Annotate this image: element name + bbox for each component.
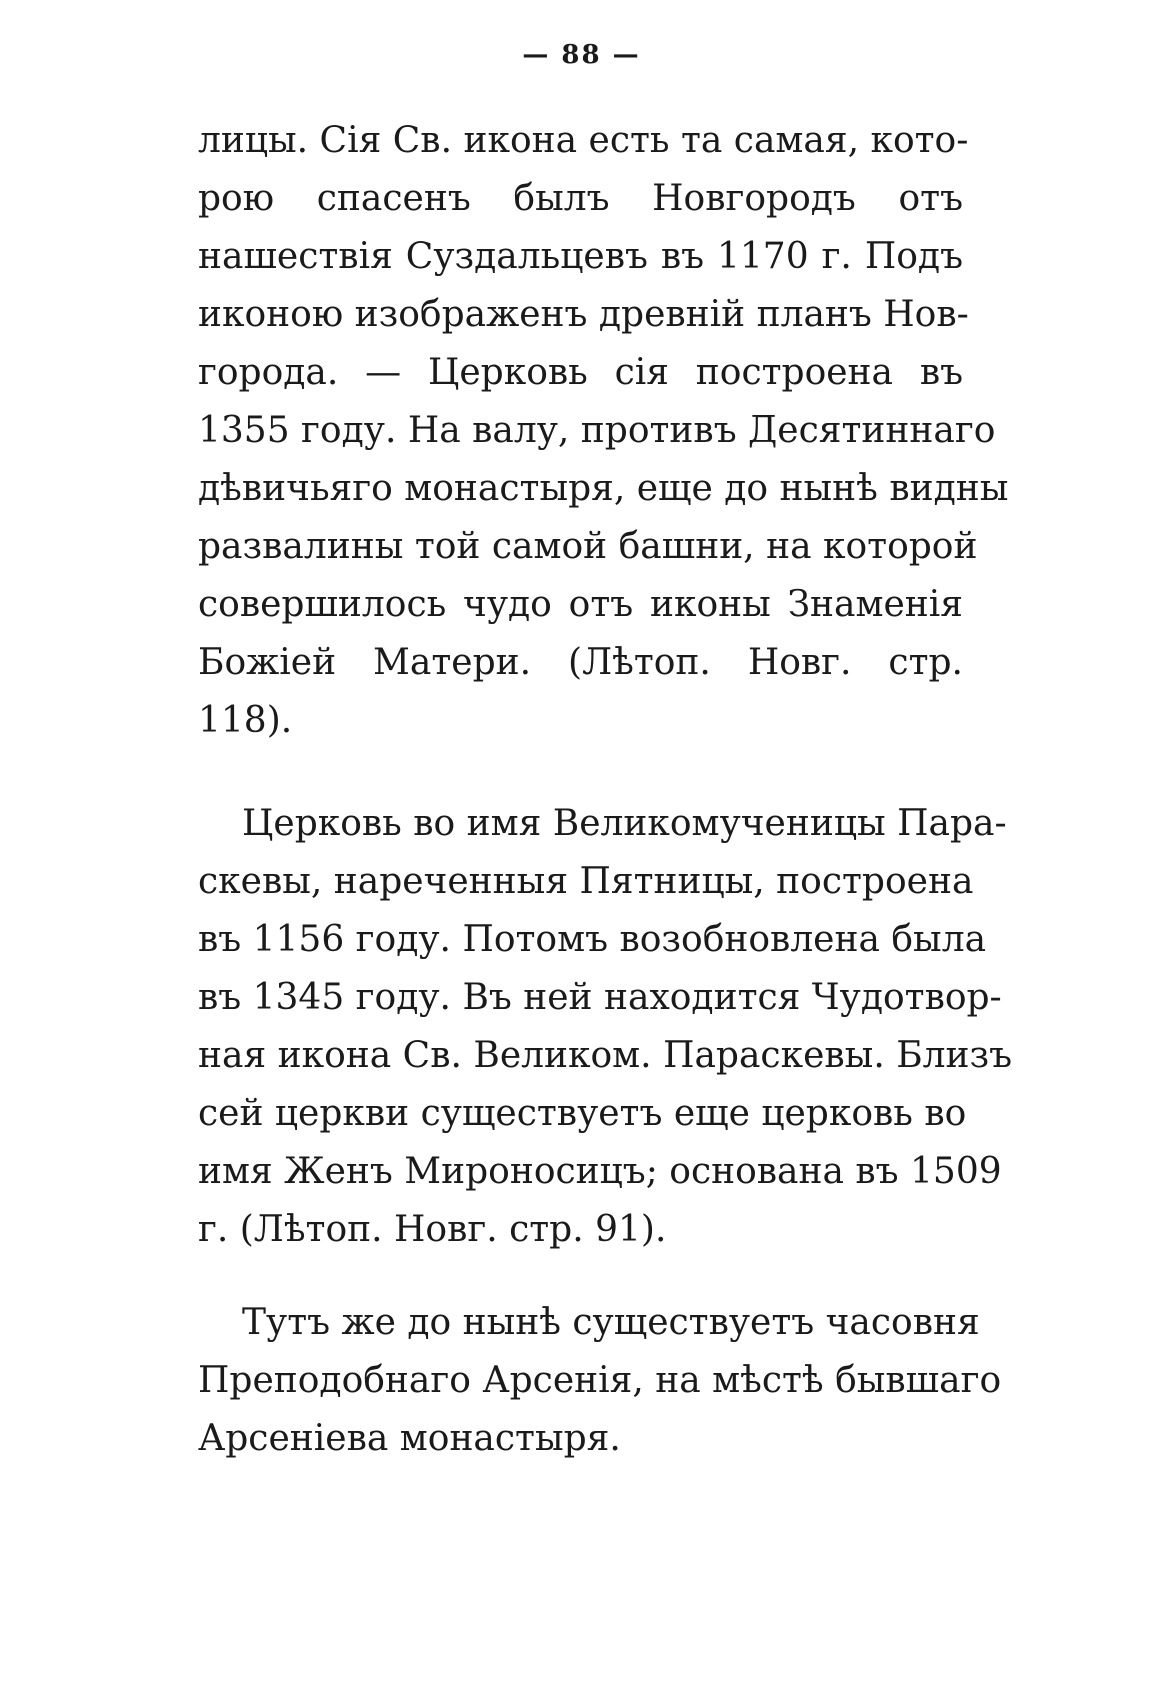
text-line: г. (Лѣтоп. Новг. стр. 91).: [198, 1209, 667, 1250]
text-line: Тутъ же до нынѣ существуетъ часовня: [242, 1302, 980, 1343]
text-line: дѣвичьяго монастыря, еще до нынѣ видны: [198, 468, 1009, 509]
paragraph-arseny-chapel: [198, 1294, 1002, 1468]
text-line: Божіей Матери. (Лѣтоп. Новг. стр.: [198, 642, 963, 683]
paragraph-paraskeva-church: [198, 795, 1013, 1259]
text-line: скевы, нареченныя Пятницы, построена: [198, 861, 974, 902]
text-line: 118).: [198, 700, 293, 741]
text-line: въ 1156 году. Потомъ возобновлена была: [198, 919, 987, 960]
text-line: сей церкви существуетъ еще церковь во: [198, 1093, 967, 1134]
text-line: рою спасенъ былъ Новгородъ отъ: [198, 178, 963, 219]
text-line: нашествія Суздальцевъ въ 1170 г. Подъ: [198, 236, 963, 277]
text-line: совершилось чудо отъ иконы Знаменія: [198, 584, 963, 625]
text-line: иконою изображенъ древній планъ Нов-: [198, 294, 969, 335]
text-line: въ 1345 году. Въ ней находится Чудотвор-: [198, 977, 1002, 1018]
text-line: ная икона Св. Великом. Параскевы. Близъ: [198, 1035, 1013, 1076]
text-line: Церковь во имя Великомученицы Пара-: [242, 803, 1007, 844]
text-line: города. — Церковь сія построена въ: [198, 352, 963, 393]
page-number: — 88 —: [522, 40, 641, 70]
text-line: лицы. Сія Св. икона есть та самая, кото-: [198, 120, 969, 161]
text-line: Преподобнаго Арсенія, на мѣстѣ бывшаго: [198, 1360, 1002, 1401]
text-line: развалины той самой башни, на которой: [198, 526, 978, 567]
text-line: 1355 году. На валу, противъ Десятиннаго: [198, 410, 996, 451]
text-line: имя Женъ Мироносицъ; основана въ 1509: [198, 1151, 1002, 1192]
text-line: Арсеніева монастыря.: [198, 1418, 621, 1459]
paragraph-church-description: [198, 112, 1009, 750]
